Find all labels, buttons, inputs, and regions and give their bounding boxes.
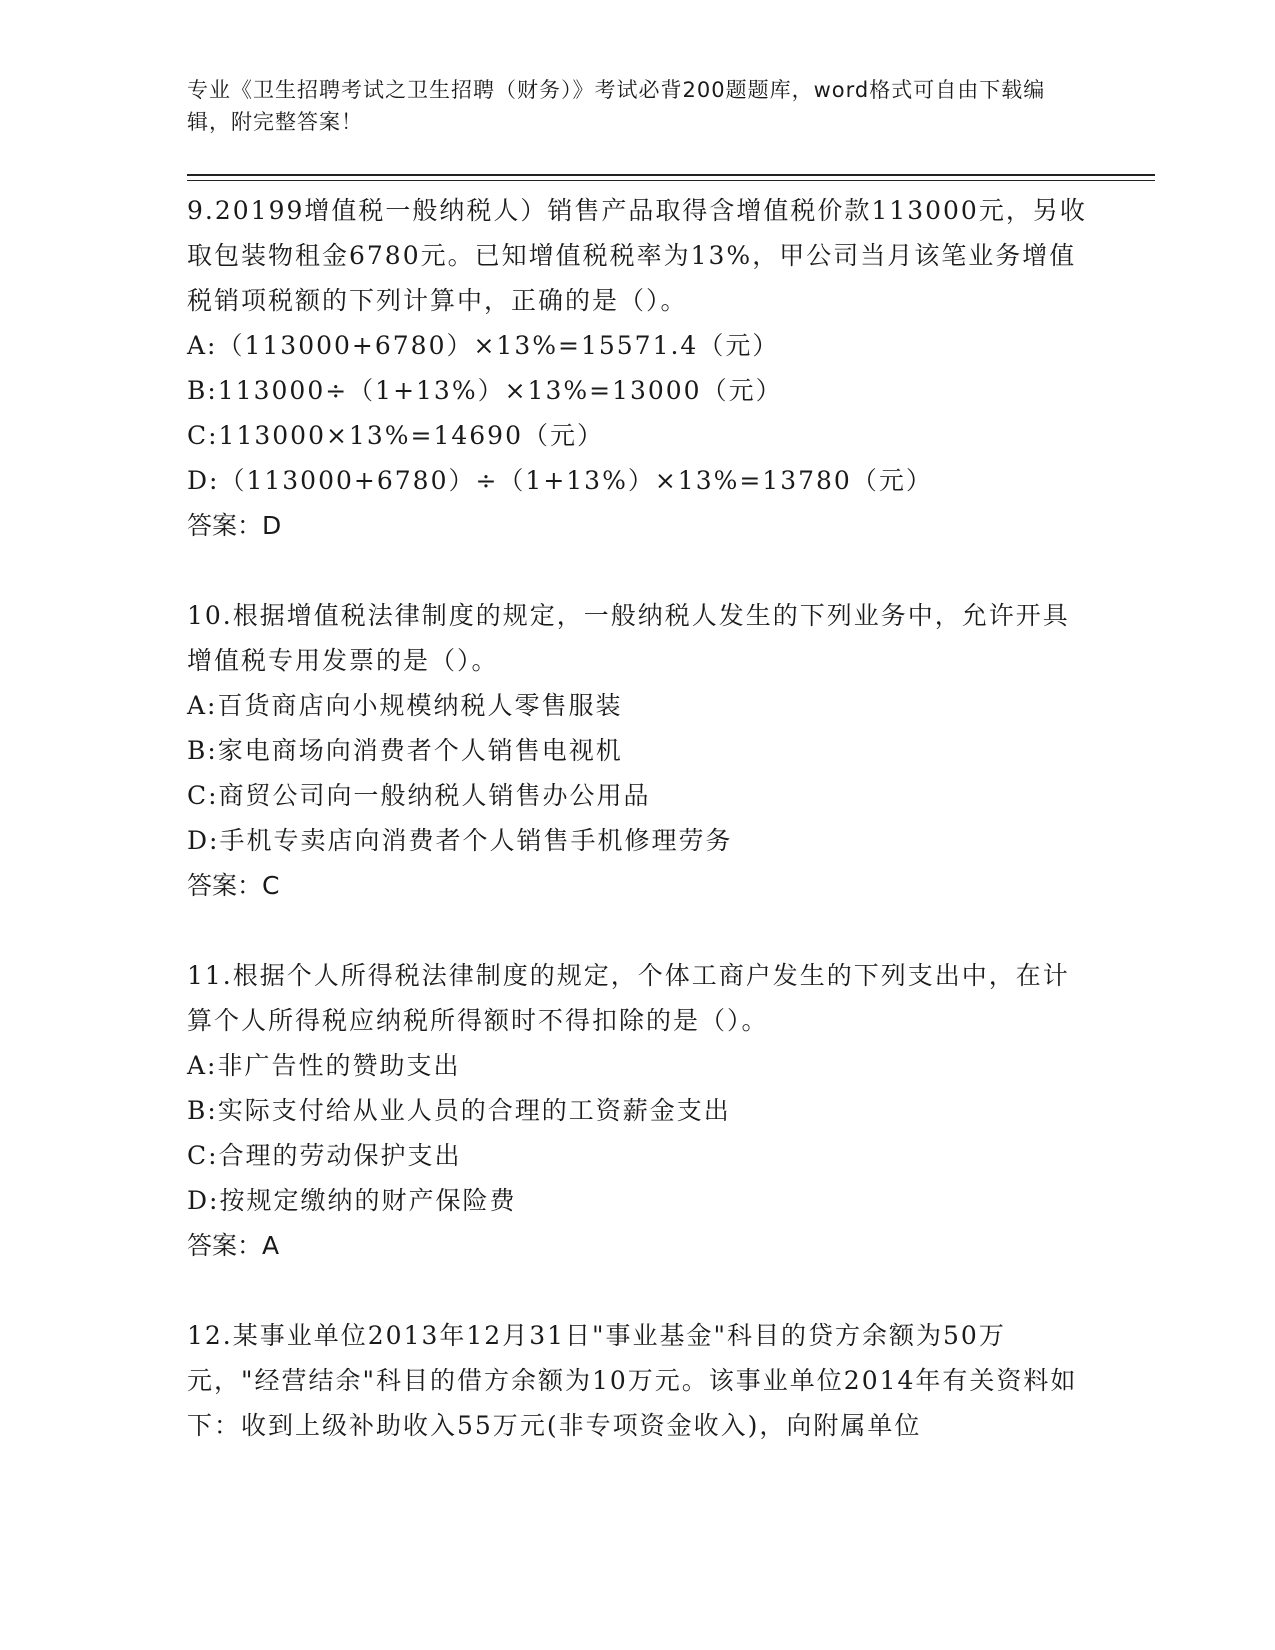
answer: 答案：C bbox=[187, 871, 280, 900]
header-divider-thick bbox=[187, 174, 1155, 176]
option-a: A:（113000+6780）×13%=15571.4（元） bbox=[187, 331, 780, 360]
question-10 bbox=[187, 593, 1087, 908]
option-b: B:家电商场向消费者个人销售电视机 bbox=[187, 736, 623, 765]
question-stem: 10.根据增值税法律制度的规定，一般纳税人发生的下列业务中，允许开具增值税专用发票的是（）。 bbox=[187, 601, 1070, 675]
page-header: 专业《卫生招聘考试之卫生招聘（财务）》考试必背200题题库，word格式可自由下载编辑，附完整答案！ bbox=[187, 78, 1046, 134]
answer: 答案：A bbox=[187, 1231, 280, 1260]
question-list bbox=[187, 188, 1087, 1493]
option-b: B:113000÷（1+13%）×13%=13000（元） bbox=[187, 376, 783, 405]
option-d: D:手机专卖店向消费者个人销售手机修理劳务 bbox=[187, 826, 733, 855]
option-a: A:非广告性的赞助支出 bbox=[187, 1051, 461, 1080]
option-a: A:百货商店向小规模纳税人零售服装 bbox=[187, 691, 623, 720]
header-divider-thin bbox=[187, 180, 1155, 181]
option-b: B:实际支付给从业人员的合理的工资薪金支出 bbox=[187, 1096, 731, 1125]
question-11 bbox=[187, 953, 1087, 1268]
question-stem: 9.20199增值税一般纳税人）销售产品取得含增值税价款113000元，另收取包装物租金6780元。已知增值税税率为13%，甲公司当月该笔业务增值税销项税额的下列计算中，正确的是（）。 bbox=[187, 196, 1087, 315]
question-9 bbox=[187, 188, 1087, 548]
answer: 答案：D bbox=[187, 511, 282, 540]
option-d: D:（113000+6780）÷（1+13%）×13%=13780（元） bbox=[187, 466, 933, 495]
option-c: C:商贸公司向一般纳税人销售办公用品 bbox=[187, 781, 651, 810]
option-d: D:按规定缴纳的财产保险费 bbox=[187, 1186, 517, 1215]
question-stem: 12.某事业单位2013年12月31日"事业基金"科目的贷方余额为50万元，"经营结余"科目的借方余额为10万元。该事业单位2014年有关资料如下：收到上级补助收入55万元(非专项资金收入)，向附属单位 bbox=[187, 1321, 1078, 1440]
option-c: C:合理的劳动保护支出 bbox=[187, 1141, 462, 1170]
option-c: C:113000×13%=14690（元） bbox=[187, 421, 604, 450]
question-12 bbox=[187, 1313, 1087, 1448]
question-stem: 11.根据个人所得税法律制度的规定，个体工商户发生的下列支出中，在计算个人所得税应纳税所得额时不得扣除的是（）。 bbox=[187, 961, 1070, 1035]
